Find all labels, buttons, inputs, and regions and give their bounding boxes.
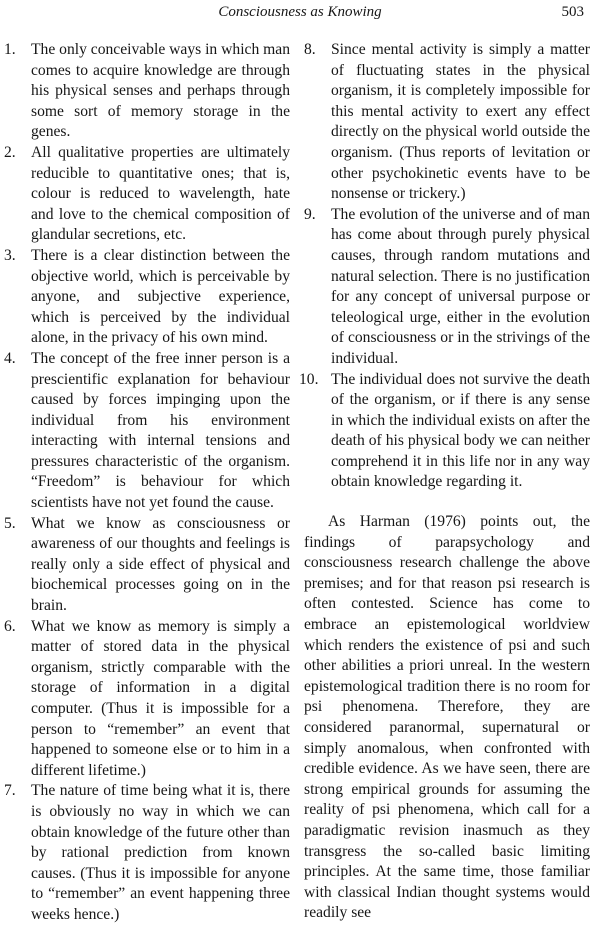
- page-header: [0, 4, 600, 26]
- premise-list-right: [299, 40, 590, 493]
- item-text: All qualitative properties are ultimately reducible to quantitative ones; that is, colour is reduced to wavelength, hate and love to the chemical composition of glandular secretions, etc.: [31, 143, 290, 244]
- item-number: 9.: [304, 205, 316, 223]
- list-item: [4, 40, 290, 143]
- list-item: [299, 370, 590, 494]
- list-item: [4, 514, 290, 617]
- item-text: What we know as consciousness or awareness of our thoughts and feelings is really only a side effect of physical and biochemical processes going on in the brain.: [31, 514, 290, 615]
- page-number: 503: [561, 4, 584, 20]
- item-number: 4.: [4, 349, 16, 367]
- right-column: [299, 40, 590, 924]
- item-number: 10.: [299, 370, 319, 388]
- item-text: The evolution of the universe and of man has come about through purely physical causes, through random mutations and natural selection. There is no justification for any concept of universal purpose or teleological urge, either in the evolution of consciousness or in the strivings of the individual.: [331, 205, 590, 367]
- item-text: The individual does not survive the death of the organism, or if there is any sense in which the individual exists on after the death of his physical body we can neither comprehend it in this life nor in any way obtain knowledge regarding it.: [331, 370, 590, 491]
- item-number: 7.: [4, 782, 16, 800]
- list-item: [4, 143, 290, 246]
- item-text: The only conceivable ways in which man comes to acquire knowledge are through his physical senses and perhaps through some sort of memory storage in the genes.: [31, 41, 290, 141]
- left-column: [4, 40, 290, 926]
- list-item: [304, 40, 590, 205]
- item-text: Since mental activity is simply a matter of fluctuating states in the physical organism, it is completely impossible for this mental activity to exert any effect directly on the physical world outside the organism. (Thus reports of levitation or other psychokinetic events have to be nonsense or trickery.): [331, 41, 590, 203]
- body-paragraph: As Harman (1976) points out, the findings of parapsychology and consciousness research challenge the above premises; and for that reason psi research is often contested. Science has come to embrace an epistemological worldview which renders the existence of psi and such other abilities a priori unreal. In the western epistemological tradition there is no room for psi phenomena. Therefore, they are considered paranormal, supernatural or simply anomalous, when confronted with credible evidence. As we have seen, there are strong empirical grounds for assuming the reality of psi phenomena, which call for a paradigmatic revision inasmuch as they transgress the so-called basic limiting principles. At the same time, those familiar with classical Indian thought systems would readily see: [304, 513, 590, 922]
- item-text: The concept of the free inner person is a prescientific explanation for behaviour caused by forces impinging upon the individual from his environment interacting with internal tensions and pressures characteristic of the organism. “Freedom” is behaviour for which scientists have not yet found the cause.: [31, 349, 290, 512]
- list-item: [4, 781, 290, 925]
- item-text: The nature of time being what it is, there is obviously no way in which we can obtain knowledge of the future other than by rational prediction from known causes. (Thus it is impossible for anyone to “remember” an event happening three weeks hence.): [31, 782, 290, 923]
- item-number: 3.: [4, 246, 16, 264]
- list-item: [4, 246, 290, 349]
- item-number: 6.: [4, 617, 16, 635]
- premise-list-left: [4, 40, 290, 926]
- item-number: 2.: [4, 143, 16, 161]
- running-title: Consciousness as Knowing: [218, 4, 382, 20]
- item-number: 5.: [4, 514, 16, 532]
- item-text: There is a clear distinction between the objective world, which is perceivable by anyone, and subjective experience, which is perceived by the individual alone, in the privacy of his own mind.: [31, 246, 290, 347]
- list-item: [4, 349, 290, 514]
- item-number: 1.: [4, 41, 16, 58]
- list-item: [4, 617, 290, 782]
- item-number: 8.: [304, 41, 316, 58]
- item-text: What we know as memory is simply a matter of stored data in the physical organism, strictly comparable with the storage of information in a digital computer. (Thus it is impossible for a person to “remember” an event that happened to someone else or to him in a different lifetime.): [31, 617, 290, 779]
- list-item: [304, 205, 590, 370]
